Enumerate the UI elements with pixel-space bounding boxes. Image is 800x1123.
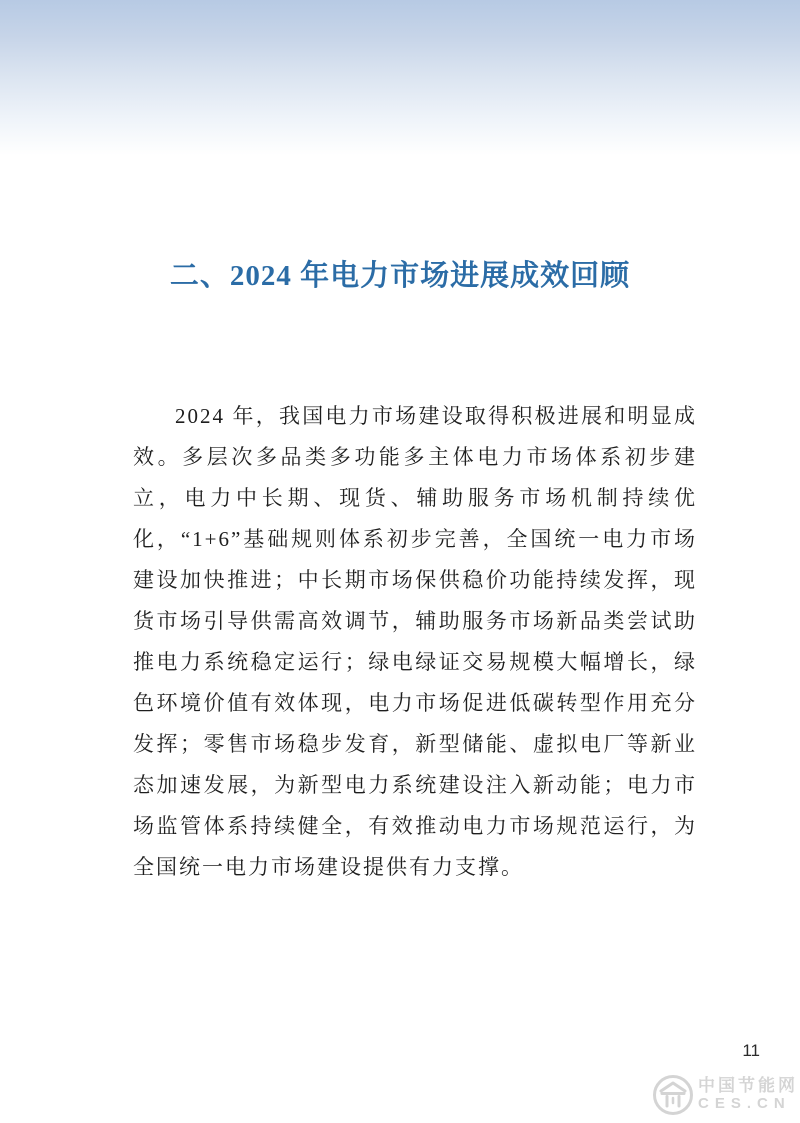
section-title: 二、2024 年电力市场进展成效回顾 [169, 260, 631, 292]
body-paragraph: 2024 年，我国电力市场建设取得积极进展和明显成效。多层次多品类多功能多主体电力市场体系初步建立，电力中长期、现货、辅助服务市场机制持续优化，“1+6”基础规则体系初步完善，全国统一电力市场建设加快推进；中长期市场保供稳价功能持续发挥，现货市场引导供需高效调节，辅助服务市场新品类尝试助推电力系统稳定运行；绿电绿证交易规模大幅增长，绿色环境价值有效体现，电力市场促进低碳转型作用充分发挥；零售市场稳步发育，新型储能、虚拟电厂等新业态加速发展，为新型电力系统建设注入新动能；电力市场监管体系持续健全，有效推动电力市场规范运行，为全国统一电力市场建设提供有力支撑。 [133, 404, 697, 879]
watermark-site-code: CES.CN [698, 1095, 791, 1113]
page-number: 11 [742, 1041, 760, 1060]
page-header-gradient [0, 0, 800, 162]
watermark-text [698, 1077, 798, 1112]
watermark-site-name: 中国节能网 [698, 1076, 798, 1096]
watermark [652, 1074, 798, 1116]
ces-logo-icon [652, 1074, 694, 1116]
